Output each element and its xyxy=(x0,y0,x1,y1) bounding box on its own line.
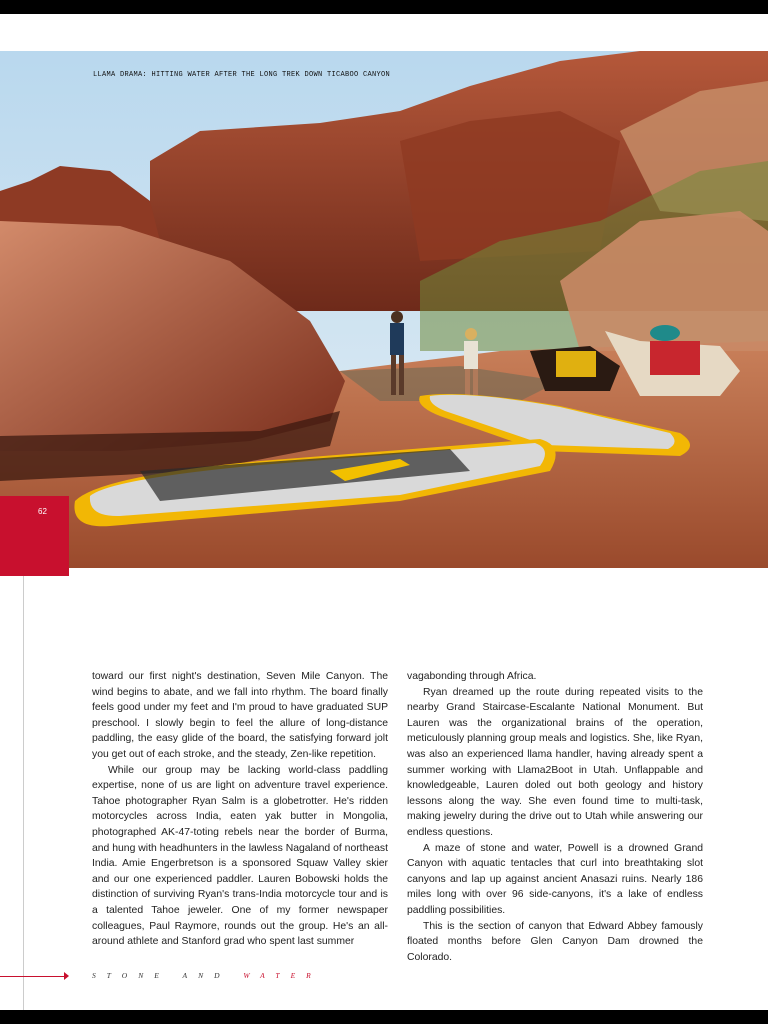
footer-rule xyxy=(0,976,64,977)
paragraph: Ryan dreamed up the route during repeated visits to the nearby Grand Staircase-Escalante National Monument. But Lauren was the organizational brains of the operation, meticulously planning group meals and logistics. She, like Ryan, was also an experienced llama handler, having already spent a summer working with Llama2Boot in Utah. Unflappable and knowledgeable, Lauren doled out both geology and history lessons along the way. She even found time to multi-task, making jewelry during the drive out to Utah while answering our endless questions. xyxy=(407,686,703,838)
canyon-photo xyxy=(0,51,768,568)
paragraph: toward our first night's destination, Seven Mile Canyon. The wind begins to abate, and we fall into rhythm. The board finally feels good under my feet and I'm proud to have graduated SUP preschool. I slowly begin to feel the allure of long-distance paddling, the easy glide of the board, the satisfying forward jolt you get out of each stroke, and the steady, Zen-like repetition. xyxy=(92,671,388,760)
page-number: 62 xyxy=(38,507,47,516)
paragraph: While our group may be lacking world-class paddling expertise, none of us are light on adventure travel experience. Tahoe photographer Ryan Salm is a globetrotter. He's ridden motorcycles across India, eaten yak butter in Mongolia, photographed AK-47-toting rebels near the border of Burma, and hung with headhunters in the lawless Nagaland of northeast India. Amie Engerbretson is a sponsored Squaw Valley skier and our one experienced paddler. Lauren Bobowski holds the distinction of surviving Ryan's trans-India motorcycle tour and is a talented Tahoe jeweler. One of my former newspaper colleagues, Paul Raymore, rounds out the group. He's an all-around athlete and Stanford grad who spent last summer xyxy=(92,764,388,948)
paragraph: vagabonding through Africa. xyxy=(407,671,537,682)
body-column-right xyxy=(407,669,703,965)
photo-caption: LLAMA DRAMA: HITTING WATER AFTER THE LONG TREK DOWN TICABOO CANYON xyxy=(93,71,391,79)
body-column-left xyxy=(92,669,388,950)
footer-arrow-icon xyxy=(64,972,69,980)
running-footer xyxy=(92,971,322,980)
page-number-tab xyxy=(0,496,69,576)
top-black-bar xyxy=(0,0,768,14)
paragraph: This is the section of canyon that Edward Abbey famously floated months before Glen Canyon Dam drowned the Colorado. xyxy=(407,920,703,963)
paragraph: A maze of stone and water, Powell is a drowned Grand Canyon with aquatic tentacles that curl into breathtaking slot canyons and lap up against ancient Anasazi ruins. Nearly 186 miles long with over 96 side-canyons, it's a lake of endless paddling possibilities. xyxy=(407,842,703,916)
photo-illustration xyxy=(0,51,768,568)
margin-rule xyxy=(23,576,24,1010)
bottom-black-bar xyxy=(0,1010,768,1024)
footer-text: STONE AND xyxy=(92,971,231,980)
footer-text-accent: WATER xyxy=(243,971,322,980)
